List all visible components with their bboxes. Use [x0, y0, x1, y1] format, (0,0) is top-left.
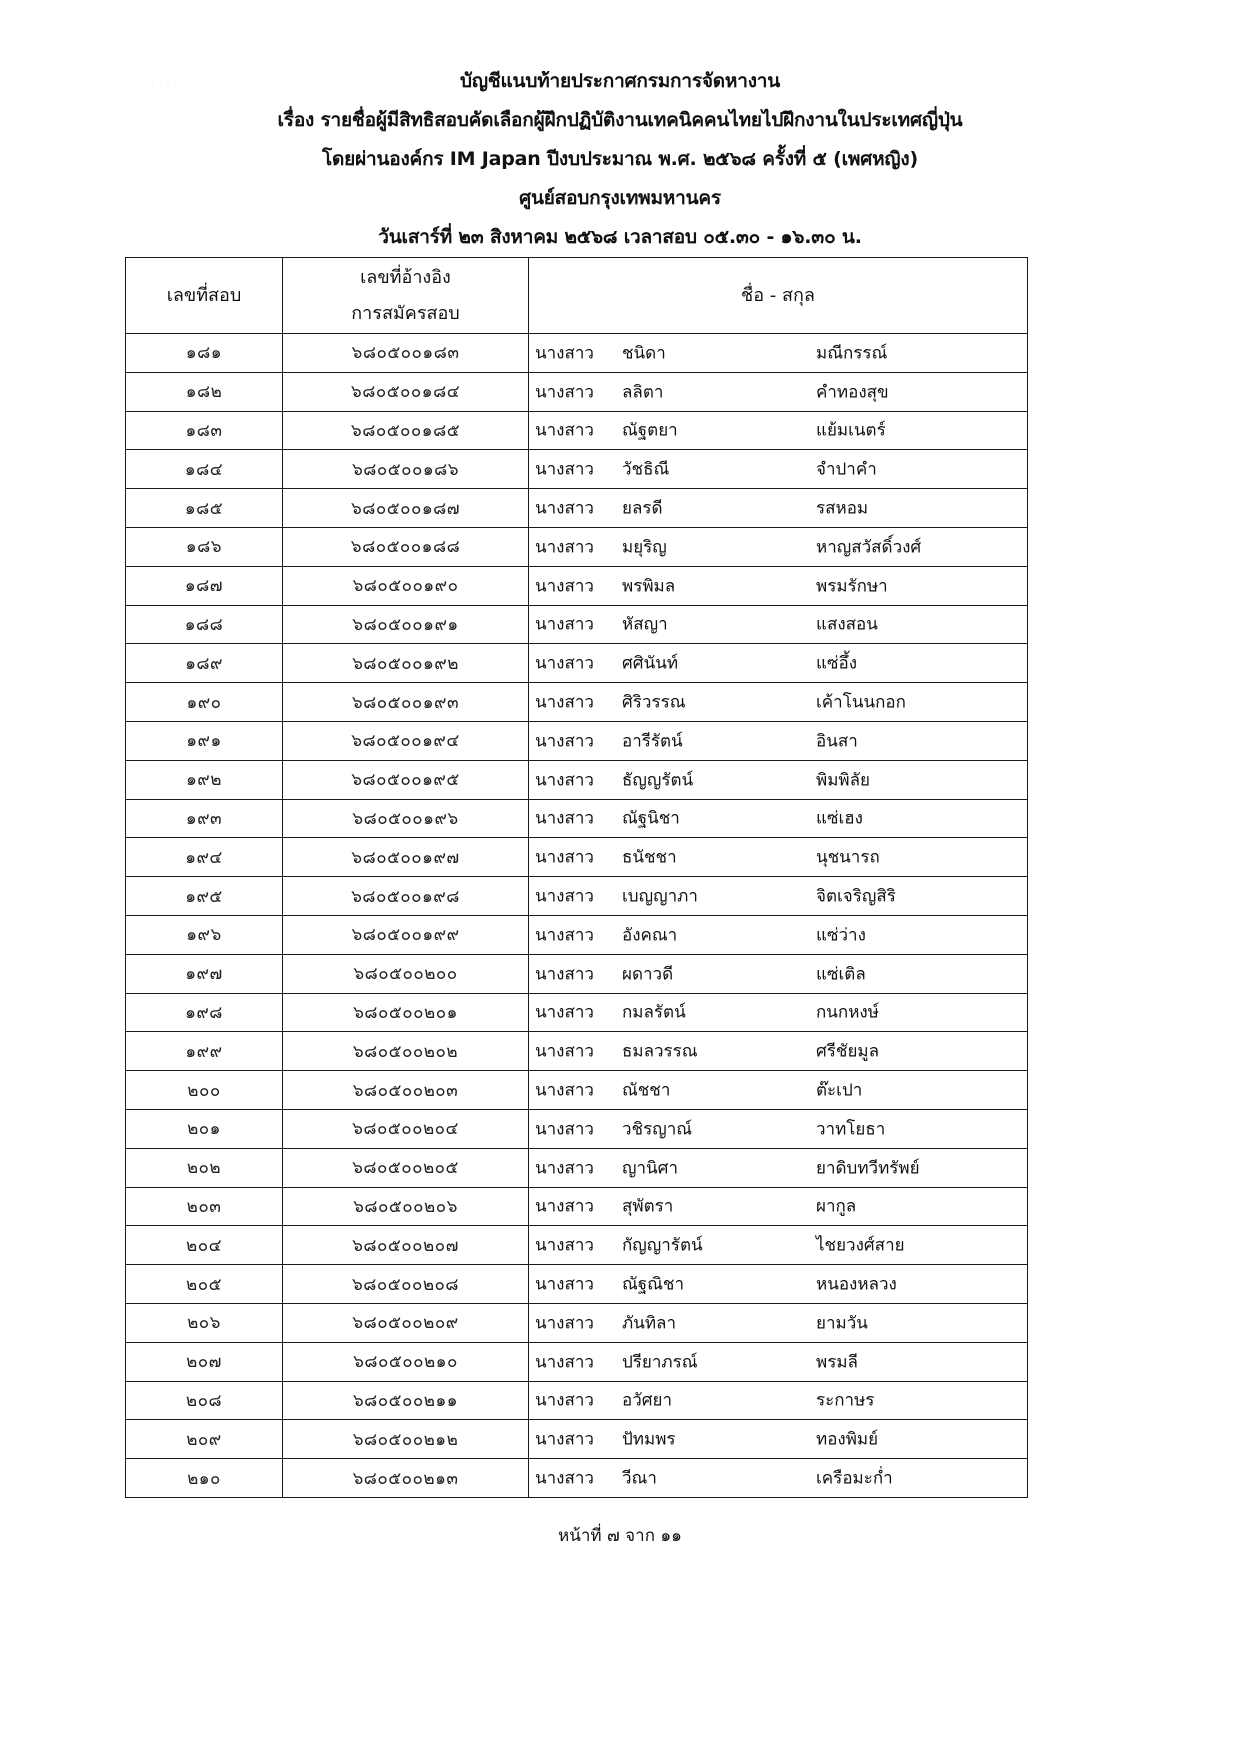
- exam-number: ๑๙๓: [126, 799, 283, 838]
- exam-number: ๒๐๕: [126, 1265, 283, 1304]
- table-row: [126, 1032, 1028, 1071]
- name-title: นางสาว: [535, 1352, 594, 1373]
- last-name: อินสา: [816, 731, 858, 752]
- reference-number: ๖๘๐๕๐๐๒๐๔: [283, 1109, 529, 1148]
- first-name: อวัศยา: [622, 1390, 673, 1411]
- name-title: นางสาว: [535, 653, 594, 674]
- table-row: [126, 566, 1028, 605]
- full-name-cell: [529, 799, 1028, 838]
- reference-number: ๖๘๐๕๐๐๒๐๒: [283, 1032, 529, 1071]
- first-name: ชนิดา: [622, 343, 666, 364]
- first-name: กัญญารัตน์: [622, 1235, 703, 1256]
- first-name: มยุริญ: [622, 537, 667, 558]
- reference-number: ๖๘๐๕๐๐๑๘๔: [283, 372, 529, 411]
- name-title: นางสาว: [535, 770, 594, 791]
- reference-number: ๖๘๐๕๐๐๑๙๖: [283, 799, 529, 838]
- full-name-cell: [529, 1109, 1028, 1148]
- first-name: กมลรัตน์: [622, 1002, 686, 1023]
- name-title: นางสาว: [535, 1235, 594, 1256]
- first-name: พรพิมล: [622, 576, 676, 597]
- last-name: นุชนารถ: [816, 847, 880, 868]
- name-title: นางสาว: [535, 1313, 594, 1334]
- reference-number: ๖๘๐๕๐๐๑๙๕: [283, 760, 529, 799]
- full-name-cell: [529, 1148, 1028, 1187]
- name-title: นางสาว: [535, 964, 594, 985]
- exam-number: ๑๙๔: [126, 838, 283, 877]
- full-name-cell: [529, 915, 1028, 954]
- exam-number: ๑๙๑: [126, 721, 283, 760]
- exam-number: ๑๘๙: [126, 644, 283, 683]
- last-name: หาญสวัสดิ์วงศ์: [816, 537, 922, 558]
- first-name: ณัฐณิชา: [622, 1274, 685, 1295]
- reference-number: ๖๘๐๕๐๐๑๙๗: [283, 838, 529, 877]
- reference-number: ๖๘๐๕๐๐๒๐๐: [283, 954, 529, 993]
- exam-number: ๑๘๖: [126, 527, 283, 566]
- name-title: นางสาว: [535, 1002, 594, 1023]
- first-name: ยลรดี: [622, 498, 663, 519]
- name-title: นางสาว: [535, 692, 594, 713]
- last-name: จำปาคำ: [816, 459, 877, 480]
- reference-number: ๖๘๐๕๐๐๑๙๙: [283, 915, 529, 954]
- full-name-cell: [529, 877, 1028, 916]
- name-title: นางสาว: [535, 1080, 594, 1101]
- exam-number: ๑๘๕: [126, 489, 283, 528]
- exam-number: ๑๙๘: [126, 993, 283, 1032]
- first-name: ปรียาภรณ์: [622, 1352, 698, 1373]
- first-name: หัสญา: [622, 614, 668, 635]
- full-name-cell: [529, 993, 1028, 1032]
- reference-number: ๖๘๐๕๐๐๒๐๑: [283, 993, 529, 1032]
- name-title: นางสาว: [535, 847, 594, 868]
- table-row: [126, 683, 1028, 722]
- last-name: แซ่ว่าง: [816, 925, 866, 946]
- last-name: หนองหลวง: [816, 1274, 897, 1295]
- full-name-cell: [529, 411, 1028, 450]
- last-name: แซ่เติล: [816, 964, 866, 985]
- header-organization: โดยผ่านองค์กร IM Japan ปีงบประมาณ พ.ศ. ๒๕๖๘ ครั้งที่ ๕ (เพศหญิง): [322, 148, 918, 170]
- exam-number: ๑๙๐: [126, 683, 283, 722]
- name-title: นางสาว: [535, 1041, 594, 1062]
- first-name: ปัทมพร: [622, 1429, 676, 1450]
- table-row: [126, 799, 1028, 838]
- name-title: นางสาว: [535, 1429, 594, 1450]
- table-row: [126, 721, 1028, 760]
- first-name: วชิรญาณ์: [622, 1119, 693, 1140]
- table-row: [126, 1342, 1028, 1381]
- exam-number: ๑๘๔: [126, 450, 283, 489]
- last-name: กนกหงษ์: [816, 1002, 879, 1023]
- last-name: ผากูล: [816, 1196, 857, 1217]
- exam-number: ๒๐๔: [126, 1226, 283, 1265]
- first-name: ศิริวรรณ: [622, 692, 686, 713]
- full-name-cell: [529, 838, 1028, 877]
- first-name: วีณา: [622, 1468, 657, 1489]
- reference-number: ๖๘๐๕๐๐๒๐๘: [283, 1265, 529, 1304]
- last-name: ระกาษร: [816, 1390, 875, 1411]
- table-row: [126, 838, 1028, 877]
- name-title: นางสาว: [535, 1196, 594, 1217]
- header-exam-date: วันเสาร์ที่ ๒๓ สิงหาคม ๒๕๖๘ เวลาสอบ ๐๕.๓๐ - ๑๖.๓๐ น.: [378, 226, 862, 248]
- full-name-cell: [529, 644, 1028, 683]
- first-name: ผดาวดี: [622, 964, 674, 985]
- last-name: มณีกรรณ์: [816, 343, 888, 364]
- full-name-cell: [529, 489, 1028, 528]
- last-name: พรมลี: [816, 1352, 858, 1373]
- full-name-cell: [529, 721, 1028, 760]
- last-name: จิตเจริญสิริ: [816, 886, 896, 907]
- name-title: นางสาว: [535, 886, 594, 907]
- full-name-cell: [529, 1420, 1028, 1459]
- exam-number: ๑๘๓: [126, 411, 283, 450]
- name-title: นางสาว: [535, 382, 594, 403]
- full-name-cell: [529, 683, 1028, 722]
- header-title: บัญชีแนบท้ายประกาศกรมการจัดหางาน: [459, 70, 781, 92]
- header-ref-no-line1: เลขที่อ้างอิง: [360, 266, 451, 288]
- full-name-cell: [529, 1187, 1028, 1226]
- exam-number: ๑๙๗: [126, 954, 283, 993]
- first-name: วัชธิณี: [622, 459, 670, 480]
- first-name: ณัฐตยา: [622, 420, 678, 441]
- header-exam-no: เลขที่สอบ: [126, 258, 283, 334]
- last-name: แซ่อึ้ง: [816, 653, 858, 674]
- table-row: [126, 1265, 1028, 1304]
- table-row: [126, 1459, 1028, 1498]
- name-title: นางสาว: [535, 498, 594, 519]
- last-name: แย้มเนตร์: [816, 420, 886, 441]
- name-title: นางสาว: [535, 343, 594, 364]
- table-row: [126, 760, 1028, 799]
- exam-number: ๑๘๑: [126, 334, 283, 373]
- full-name-cell: [529, 1071, 1028, 1110]
- reference-number: ๖๘๐๕๐๐๑๘๓: [283, 334, 529, 373]
- full-name-cell: [529, 605, 1028, 644]
- full-name-cell: [529, 566, 1028, 605]
- name-title: นางสาว: [535, 808, 594, 829]
- table-row: [126, 877, 1028, 916]
- exam-number: ๑๘๘: [126, 605, 283, 644]
- table-row: [126, 1420, 1028, 1459]
- last-name: วาทโยธา: [816, 1119, 886, 1140]
- reference-number: ๖๘๐๕๐๐๒๐๗: [283, 1226, 529, 1265]
- table-row: [126, 334, 1028, 373]
- full-name-cell: [529, 372, 1028, 411]
- first-name: ธมลวรรณ: [622, 1041, 698, 1062]
- name-title: นางสาว: [535, 1390, 594, 1411]
- table-row: [126, 1226, 1028, 1265]
- last-name: แซ่เฮง: [816, 808, 863, 829]
- full-name-cell: [529, 450, 1028, 489]
- first-name: ณัฐนิชา: [622, 808, 680, 829]
- exam-number: ๒๐๘: [126, 1381, 283, 1420]
- first-name: ญานิศา: [622, 1158, 678, 1179]
- first-name: อังคณา: [622, 925, 678, 946]
- document-header: [0, 62, 1240, 257]
- table-row: [126, 1071, 1028, 1110]
- first-name: ธัญญรัตน์: [622, 770, 694, 791]
- last-name: ยาดิบทวีทรัพย์: [816, 1158, 920, 1179]
- full-name-cell: [529, 334, 1028, 373]
- table-row: [126, 450, 1028, 489]
- last-name: ยามวัน: [816, 1313, 868, 1334]
- page-number: หน้าที่ ๗ จาก ๑๑: [558, 1526, 682, 1546]
- name-title: นางสาว: [535, 537, 594, 558]
- reference-number: ๖๘๐๕๐๐๒๑๒: [283, 1420, 529, 1459]
- full-name-cell: [529, 1032, 1028, 1071]
- last-name: ไชยวงศ์สาย: [816, 1235, 905, 1256]
- reference-number: ๖๘๐๕๐๐๒๑๐: [283, 1342, 529, 1381]
- candidate-table: [125, 257, 1028, 1498]
- full-name-cell: [529, 527, 1028, 566]
- last-name: คำทองสุข: [816, 382, 889, 403]
- last-name: แสงสอน: [816, 614, 878, 635]
- full-name-cell: [529, 1226, 1028, 1265]
- exam-number: ๑๘๗: [126, 566, 283, 605]
- name-title: นางสาว: [535, 1158, 594, 1179]
- last-name: ทองพิมย์: [816, 1429, 879, 1450]
- exam-number: ๑๙๖: [126, 915, 283, 954]
- reference-number: ๖๘๐๕๐๐๑๘๗: [283, 489, 529, 528]
- first-name: ธนัชชา: [622, 847, 677, 868]
- exam-number: ๑๙๕: [126, 877, 283, 916]
- table-row: [126, 1303, 1028, 1342]
- last-name: พรมรักษา: [816, 576, 888, 597]
- last-name: ต๊ะเปา: [816, 1080, 863, 1101]
- table-row: [126, 954, 1028, 993]
- reference-number: ๖๘๐๕๐๐๑๙๘: [283, 877, 529, 916]
- table-row: [126, 993, 1028, 1032]
- header-full-name: ชื่อ - สกุล: [529, 258, 1028, 334]
- reference-number: ๖๘๐๕๐๐๒๐๙: [283, 1303, 529, 1342]
- table-row: [126, 605, 1028, 644]
- table-row: [126, 527, 1028, 566]
- exam-number: ๒๐๐: [126, 1071, 283, 1110]
- table-header-row: [126, 258, 1028, 334]
- full-name-cell: [529, 1381, 1028, 1420]
- name-title: นางสาว: [535, 1119, 594, 1140]
- name-title: นางสาว: [535, 420, 594, 441]
- name-title: นางสาว: [535, 576, 594, 597]
- table-row: [126, 372, 1028, 411]
- header-subject: เรื่อง รายชื่อผู้มีสิทธิสอบคัดเลือกผู้ฝึกปฏิบัติงานเทคนิคคนไทยไปฝึกงานในประเทศญี่ปุ่น: [277, 109, 963, 131]
- header-ref-no: [283, 258, 529, 334]
- name-title: นางสาว: [535, 731, 594, 752]
- reference-number: ๖๘๐๕๐๐๒๐๖: [283, 1187, 529, 1226]
- reference-number: ๖๘๐๕๐๐๑๘๕: [283, 411, 529, 450]
- table-row: [126, 1187, 1028, 1226]
- exam-number: ๒๑๐: [126, 1459, 283, 1498]
- table-row: [126, 644, 1028, 683]
- full-name-cell: [529, 1459, 1028, 1498]
- full-name-cell: [529, 954, 1028, 993]
- first-name: ณัชชา: [622, 1080, 671, 1101]
- first-name: เบญญาภา: [622, 886, 698, 907]
- last-name: รสหอม: [816, 498, 869, 519]
- reference-number: ๖๘๐๕๐๐๑๙๔: [283, 721, 529, 760]
- reference-number: ๖๘๐๕๐๐๑๙๑: [283, 605, 529, 644]
- table-body: [126, 334, 1028, 1498]
- header-exam-center: ศูนย์สอบกรุงเทพมหานคร: [519, 187, 721, 209]
- name-title: นางสาว: [535, 459, 594, 480]
- reference-number: ๖๘๐๕๐๐๒๐๕: [283, 1148, 529, 1187]
- name-title: นางสาว: [535, 614, 594, 635]
- reference-number: ๖๘๐๕๐๐๑๙๓: [283, 683, 529, 722]
- exam-number: ๑๙๙: [126, 1032, 283, 1071]
- reference-number: ๖๘๐๕๐๐๑๘๘: [283, 527, 529, 566]
- scan-artifact: · · · · · ·: [136, 83, 179, 90]
- table-row: [126, 915, 1028, 954]
- reference-number: ๖๘๐๕๐๐๒๑๑: [283, 1381, 529, 1420]
- table-row: [126, 411, 1028, 450]
- header-ref-no-line2: การสมัครสอบ: [351, 302, 460, 324]
- name-title: นางสาว: [535, 1468, 594, 1489]
- exam-number: ๒๐๙: [126, 1420, 283, 1459]
- exam-number: ๒๐๗: [126, 1342, 283, 1381]
- table-row: [126, 1148, 1028, 1187]
- full-name-cell: [529, 760, 1028, 799]
- reference-number: ๖๘๐๕๐๐๒๑๓: [283, 1459, 529, 1498]
- reference-number: ๖๘๐๕๐๐๑๘๖: [283, 450, 529, 489]
- last-name: พิมพิลัย: [816, 770, 870, 791]
- last-name: ศรีชัยมูล: [816, 1041, 880, 1062]
- table-row: [126, 1109, 1028, 1148]
- exam-number: ๒๐๒: [126, 1148, 283, 1187]
- name-title: นางสาว: [535, 925, 594, 946]
- exam-number: ๑๘๒: [126, 372, 283, 411]
- table-row: [126, 1381, 1028, 1420]
- first-name: สุพัตรา: [622, 1196, 674, 1217]
- full-name-cell: [529, 1303, 1028, 1342]
- name-title: นางสาว: [535, 1274, 594, 1295]
- full-name-cell: [529, 1342, 1028, 1381]
- reference-number: ๖๘๐๕๐๐๑๙๐: [283, 566, 529, 605]
- full-name-cell: [529, 1265, 1028, 1304]
- first-name: อารีรัตน์: [622, 731, 683, 752]
- first-name: ศศินันท์: [622, 653, 679, 674]
- reference-number: ๖๘๐๕๐๐๒๐๓: [283, 1071, 529, 1110]
- last-name: เครือมะก่ำ: [816, 1468, 893, 1489]
- exam-number: ๒๐๖: [126, 1303, 283, 1342]
- first-name: ภันทิลา: [622, 1313, 676, 1334]
- exam-number: ๒๐๑: [126, 1109, 283, 1148]
- last-name: เค้าโนนกอก: [816, 692, 906, 713]
- reference-number: ๖๘๐๕๐๐๑๙๒: [283, 644, 529, 683]
- exam-number: ๒๐๓: [126, 1187, 283, 1226]
- first-name: ลลิตา: [622, 382, 664, 403]
- exam-number: ๑๙๒: [126, 760, 283, 799]
- table-row: [126, 489, 1028, 528]
